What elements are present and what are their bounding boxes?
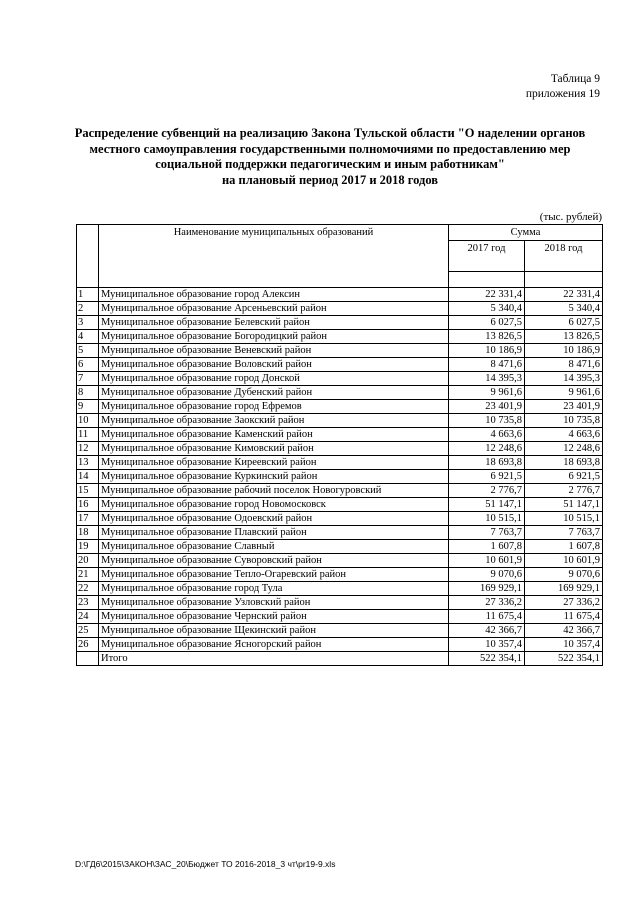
- row-value-2017: 18 693,8: [449, 456, 525, 470]
- row-value-2017: 6 027,5: [449, 316, 525, 330]
- table-row: [77, 540, 603, 554]
- row-value-2017: 5 340,4: [449, 302, 525, 316]
- row-index: 20: [77, 554, 99, 568]
- table-row: [77, 414, 603, 428]
- row-value-2018: 10 357,4: [525, 638, 603, 652]
- row-index: 8: [77, 386, 99, 400]
- appendix-label: приложения 19: [525, 88, 600, 100]
- table-row: [77, 470, 603, 484]
- table-reference: [526, 72, 600, 102]
- row-index: 11: [77, 428, 99, 442]
- row-value-2017: 22 331,4: [449, 288, 525, 302]
- row-index: 13: [77, 456, 99, 470]
- row-value-2018: 13 826,5: [525, 330, 603, 344]
- row-name: Муниципальное образование Арсеньевский район: [99, 302, 449, 316]
- row-value-2018: 6 921,5: [525, 470, 603, 484]
- row-value-2018: 2 776,7: [525, 484, 603, 498]
- total-index-cell: [77, 652, 99, 666]
- row-value-2018: 7 763,7: [525, 526, 603, 540]
- row-index: 12: [77, 442, 99, 456]
- subvention-table: [76, 224, 603, 666]
- row-name: Муниципальное образование Славный: [99, 540, 449, 554]
- spacer-cell: [449, 272, 525, 288]
- header-2017: 2017 год: [449, 241, 525, 272]
- row-value-2018: 27 336,2: [525, 596, 603, 610]
- table-row: [77, 498, 603, 512]
- table-row: [77, 428, 603, 442]
- row-value-2018: 5 340,4: [525, 302, 603, 316]
- row-value-2017: 169 929,1: [449, 582, 525, 596]
- row-value-2017: 10 735,8: [449, 414, 525, 428]
- row-value-2017: 27 336,2: [449, 596, 525, 610]
- header-row: [77, 225, 603, 241]
- row-index: 4: [77, 330, 99, 344]
- row-index: 22: [77, 582, 99, 596]
- row-index: 10: [77, 414, 99, 428]
- document-title: [70, 126, 590, 188]
- table-row: [77, 288, 603, 302]
- row-value-2017: 11 675,4: [449, 610, 525, 624]
- row-value-2018: 11 675,4: [525, 610, 603, 624]
- row-value-2017: 10 515,1: [449, 512, 525, 526]
- header-index-cell: [77, 225, 99, 288]
- total-label: Итого: [99, 652, 449, 666]
- table-row: [77, 582, 603, 596]
- spacer-cell: [525, 272, 603, 288]
- row-index: 17: [77, 512, 99, 526]
- table-row: [77, 400, 603, 414]
- row-index: 26: [77, 638, 99, 652]
- row-value-2018: 10 735,8: [525, 414, 603, 428]
- table-row: [77, 442, 603, 456]
- title-line-1: Распределение субвенций на реализацию Закона Тульской области "О наделении органов: [74, 126, 586, 140]
- table-row: [77, 596, 603, 610]
- row-index: 15: [77, 484, 99, 498]
- row-value-2018: 1 607,8: [525, 540, 603, 554]
- table-row: [77, 302, 603, 316]
- row-index: 23: [77, 596, 99, 610]
- row-value-2017: 9 961,6: [449, 386, 525, 400]
- row-value-2017: 42 366,7: [449, 624, 525, 638]
- row-value-2018: 9 070,6: [525, 568, 603, 582]
- row-index: 18: [77, 526, 99, 540]
- title-line-2: местного самоуправления государственными полномочиями по предоставлению мер: [89, 141, 571, 156]
- row-index: 6: [77, 358, 99, 372]
- row-name: Муниципальное образование Богородицкий район: [99, 330, 449, 344]
- row-index: 3: [77, 316, 99, 330]
- table-row: [77, 638, 603, 652]
- row-value-2018: 12 248,6: [525, 442, 603, 456]
- row-name: Муниципальное образование Щекинский район: [99, 624, 449, 638]
- table-row: [77, 526, 603, 540]
- table-row: [77, 554, 603, 568]
- row-index: 16: [77, 498, 99, 512]
- row-value-2017: 1 607,8: [449, 540, 525, 554]
- table-row: [77, 358, 603, 372]
- row-name: Муниципальное образование город Новомосковск: [99, 498, 449, 512]
- table-row: [77, 372, 603, 386]
- row-index: 7: [77, 372, 99, 386]
- row-value-2018: 4 663,6: [525, 428, 603, 442]
- row-index: 2: [77, 302, 99, 316]
- row-name: Муниципальное образование Заокский район: [99, 414, 449, 428]
- table-row: [77, 568, 603, 582]
- row-index: 1: [77, 288, 99, 302]
- row-name: Муниципальное образование город Ефремов: [99, 400, 449, 414]
- row-value-2017: 10 357,4: [449, 638, 525, 652]
- total-2017: 522 354,1: [449, 652, 525, 666]
- total-2018: 522 354,1: [525, 652, 603, 666]
- row-value-2018: 9 961,6: [525, 386, 603, 400]
- table-row: [77, 624, 603, 638]
- row-name: Муниципальное образование Плавский район: [99, 526, 449, 540]
- row-index: 5: [77, 344, 99, 358]
- row-value-2017: 7 763,7: [449, 526, 525, 540]
- row-value-2017: 13 826,5: [449, 330, 525, 344]
- row-name: Муниципальное образование Белевский район: [99, 316, 449, 330]
- row-name: Муниципальное образование Куркинский район: [99, 470, 449, 484]
- row-value-2017: 10 186,9: [449, 344, 525, 358]
- row-name: Муниципальное образование город Алексин: [99, 288, 449, 302]
- row-name: Муниципальное образование Каменский район: [99, 428, 449, 442]
- row-value-2018: 22 331,4: [525, 288, 603, 302]
- table-row: [77, 386, 603, 400]
- file-path: D:\ГД6\2015\ЗАКОН\ЗАС_20\Бюджет ТО 2016-2018_3 чт\pr19-9.xls: [75, 859, 336, 869]
- row-value-2017: 23 401,9: [449, 400, 525, 414]
- row-value-2018: 10 186,9: [525, 344, 603, 358]
- row-value-2017: 51 147,1: [449, 498, 525, 512]
- row-name: Муниципальное образование Веневский район: [99, 344, 449, 358]
- row-value-2017: 14 395,3: [449, 372, 525, 386]
- row-value-2018: 18 693,8: [525, 456, 603, 470]
- row-name: Муниципальное образование Суворовский район: [99, 554, 449, 568]
- row-value-2018: 14 395,3: [525, 372, 603, 386]
- row-value-2018: 23 401,9: [525, 400, 603, 414]
- row-name: Муниципальное образование Тепло-Огаревский район: [99, 568, 449, 582]
- table-label: Таблица 9: [550, 73, 600, 85]
- table-row: [77, 484, 603, 498]
- row-name: Муниципальное образование город Донской: [99, 372, 449, 386]
- row-value-2017: 4 663,6: [449, 428, 525, 442]
- table-row: [77, 512, 603, 526]
- row-name: Муниципальное образование Киреевский район: [99, 456, 449, 470]
- units-label: (тыс. рублей): [539, 211, 602, 223]
- row-value-2017: 2 776,7: [449, 484, 525, 498]
- table-body: [77, 225, 603, 666]
- total-row: [77, 652, 603, 666]
- row-index: 14: [77, 470, 99, 484]
- row-name: Муниципальное образование Одоевский район: [99, 512, 449, 526]
- row-value-2017: 12 248,6: [449, 442, 525, 456]
- row-name: Муниципальное образование Чернский район: [99, 610, 449, 624]
- row-value-2018: 8 471,6: [525, 358, 603, 372]
- row-value-2017: 10 601,9: [449, 554, 525, 568]
- row-name: Муниципальное образование Узловский район: [99, 596, 449, 610]
- row-name: Муниципальное образование Дубенский район: [99, 386, 449, 400]
- row-value-2018: 6 027,5: [525, 316, 603, 330]
- table-row: [77, 456, 603, 470]
- row-index: 25: [77, 624, 99, 638]
- row-value-2017: 8 471,6: [449, 358, 525, 372]
- row-value-2018: 51 147,1: [525, 498, 603, 512]
- row-name: Муниципальное образование Ясногорский район: [99, 638, 449, 652]
- row-value-2017: 9 070,6: [449, 568, 525, 582]
- row-value-2018: 10 515,1: [525, 512, 603, 526]
- row-index: 9: [77, 400, 99, 414]
- header-sum: Сумма: [449, 225, 603, 241]
- row-value-2018: 42 366,7: [525, 624, 603, 638]
- title-line-3: социальной поддержки педагогическим и иным работникам": [155, 157, 505, 171]
- row-index: 24: [77, 610, 99, 624]
- row-index: 21: [77, 568, 99, 582]
- header-name: Наименование муниципальных образований: [99, 225, 449, 288]
- table-row: [77, 316, 603, 330]
- row-name: Муниципальное образование рабочий поселок Новогуровский: [99, 484, 449, 498]
- row-value-2018: 10 601,9: [525, 554, 603, 568]
- title-line-4: на плановый период 2017 и 2018 годов: [221, 172, 439, 187]
- row-index: 19: [77, 540, 99, 554]
- row-name: Муниципальное образование Кимовский район: [99, 442, 449, 456]
- table-row: [77, 344, 603, 358]
- row-name: Муниципальное образование город Тула: [99, 582, 449, 596]
- header-2018: 2018 год: [525, 241, 603, 272]
- table-row: [77, 610, 603, 624]
- row-value-2017: 6 921,5: [449, 470, 525, 484]
- table-row: [77, 330, 603, 344]
- row-name: Муниципальное образование Воловский район: [99, 358, 449, 372]
- row-value-2018: 169 929,1: [525, 582, 603, 596]
